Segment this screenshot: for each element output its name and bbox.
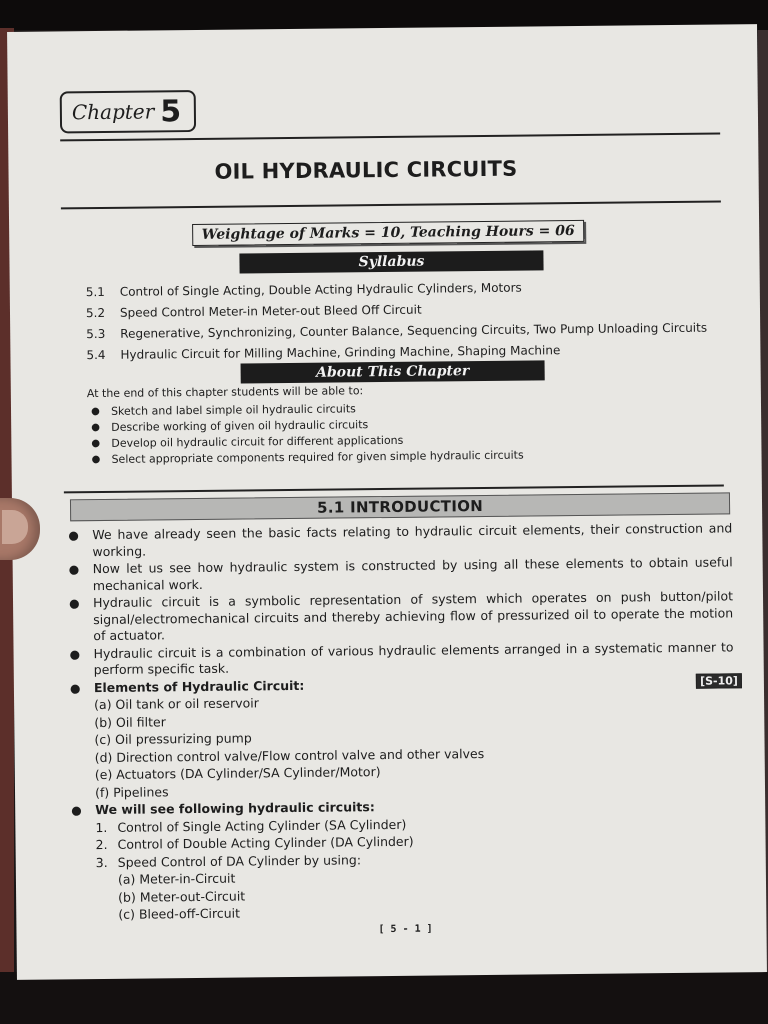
element-item: (e) Actuators (DA Cylinder/SA Cylinder/Motor) [94, 764, 381, 783]
syllabus-item-text: Speed Control Meter-in Meter-out Bleed Off Circuit [119, 302, 422, 320]
chapter-number: 5 [160, 93, 182, 129]
element-item: (f) Pipelines [94, 783, 169, 800]
page-number: [ 5 - 1 ] [378, 923, 433, 936]
circuit-item-text: Control of Double Acting Cylinder (DA Cylinder) [117, 833, 414, 852]
about-item-text: Select appropriate components required for given simple hydraulic circuits [111, 448, 524, 466]
bullet-paragraph [68, 520, 732, 560]
syllabus-item-text: Hydraulic Circuit for Milling Machine, Grinding Machine, Shaping Machine [120, 342, 561, 362]
about-item-text: Describe working of given oil hydraulic circuits [111, 417, 369, 434]
bullet-icon: ● [68, 596, 80, 611]
circuit-item-text: Speed Control of DA Cylinder by using: [117, 851, 362, 870]
header-rule-top [60, 132, 720, 141]
paragraph-text: Now let us see how hydraulic system is constructed by using all these elements to obtain useful mechanical work. [92, 554, 733, 593]
speed-control-item: (c) Bleed-off-Circuit [118, 905, 241, 922]
paragraph-text: Hydraulic circuit is a combination of various hydraulic elements arranged in a systematic manner to perform specific task. [93, 638, 734, 678]
syllabus-item-number: 5.4 [86, 347, 106, 362]
element-item: (b) Oil filter [94, 713, 166, 730]
bullet-icon: ● [91, 453, 101, 465]
chapter-badge [60, 90, 196, 133]
speed-control-item: (a) Meter-in-Circuit [117, 870, 236, 887]
bullet-icon: ● [91, 437, 101, 449]
circuit-item-number: 2. [95, 836, 108, 853]
element-item: (c) Oil pressurizing pump [94, 730, 252, 748]
circuit-item-text: Control of Single Acting Cylinder (SA Cylinder) [117, 816, 407, 835]
element-item: (a) Oil tank or oil reservoir [94, 695, 259, 713]
elements-list [70, 690, 735, 802]
bullet-paragraph [69, 588, 733, 644]
weightage-box: Weightage of Marks = 10, Teaching Hours = 06 [192, 220, 584, 246]
bullet-icon: ● [91, 421, 100, 433]
syllabus-item-text: Control of Single Acting, Double Acting Hydraulic Cylinders, Motors [119, 280, 522, 299]
bullet-icon: ● [68, 528, 79, 543]
element-item: (d) Direction control valve/Flow control valve and other valves [94, 745, 485, 765]
syllabus-list [86, 274, 747, 365]
bullet-icon: ● [69, 646, 81, 661]
syllabus-item-text: Regenerative, Synchronizing, Counter Balance, Sequencing Circuits, Two Pump Unloading Circuits [120, 320, 708, 341]
paragraph-text: We have already seen the basic facts relating to hydraulic circuit elements, their construction and working. [92, 520, 733, 559]
bullet-icon: ● [71, 803, 82, 818]
about-item-text: Develop oil hydraulic circuit for different applications [111, 433, 404, 450]
bullet-icon: ● [68, 562, 80, 577]
speed-control-item: (b) Meter-out-Circuit [118, 888, 246, 905]
circuit-item-number: 1. [95, 819, 108, 835]
speed-control-list [72, 865, 737, 924]
book-page [7, 24, 767, 980]
about-heading: About This Chapter [241, 360, 545, 383]
photo-backdrop-bottom [0, 972, 768, 1024]
syllabus-item-number: 5.2 [85, 305, 106, 320]
paragraph-text: Hydraulic circuit is a symbolic representation of system which operates on push button/pilot signal/electromechanical circuits and thereby achieving flow of pressurized oil to operate the motion of actuator. [92, 588, 734, 644]
bullet-paragraph [69, 554, 733, 594]
about-item-text: Sketch and label simple oil hydraulic circuits [110, 401, 356, 418]
bullet-icon: ● [69, 680, 81, 695]
syllabus-item-number: 5.1 [85, 284, 105, 299]
header-rule-bottom [61, 200, 721, 209]
elements-heading: Elements of Hydraulic Circuit: [93, 677, 305, 695]
syllabus-item-number: 5.3 [86, 326, 106, 341]
bullet-icon: ● [90, 405, 100, 417]
about-list [91, 396, 732, 467]
section-heading: 5.1 INTRODUCTION [70, 492, 730, 521]
syllabus-heading: Syllabus [239, 250, 543, 273]
about-intro: At the end of this chapter students will be able to: [86, 384, 364, 401]
circuit-item-number: 3. [95, 854, 108, 870]
bullet-paragraph [69, 639, 733, 679]
circuits-heading: We will see following hydraulic circuits: [95, 799, 375, 818]
exam-tag: [S-10] [696, 673, 742, 688]
chapter-label: Chapter [71, 99, 155, 125]
section-body [68, 520, 736, 924]
chapter-title: OIL HYDRAULIC CIRCUITS [214, 156, 518, 184]
section-divider [64, 484, 724, 493]
